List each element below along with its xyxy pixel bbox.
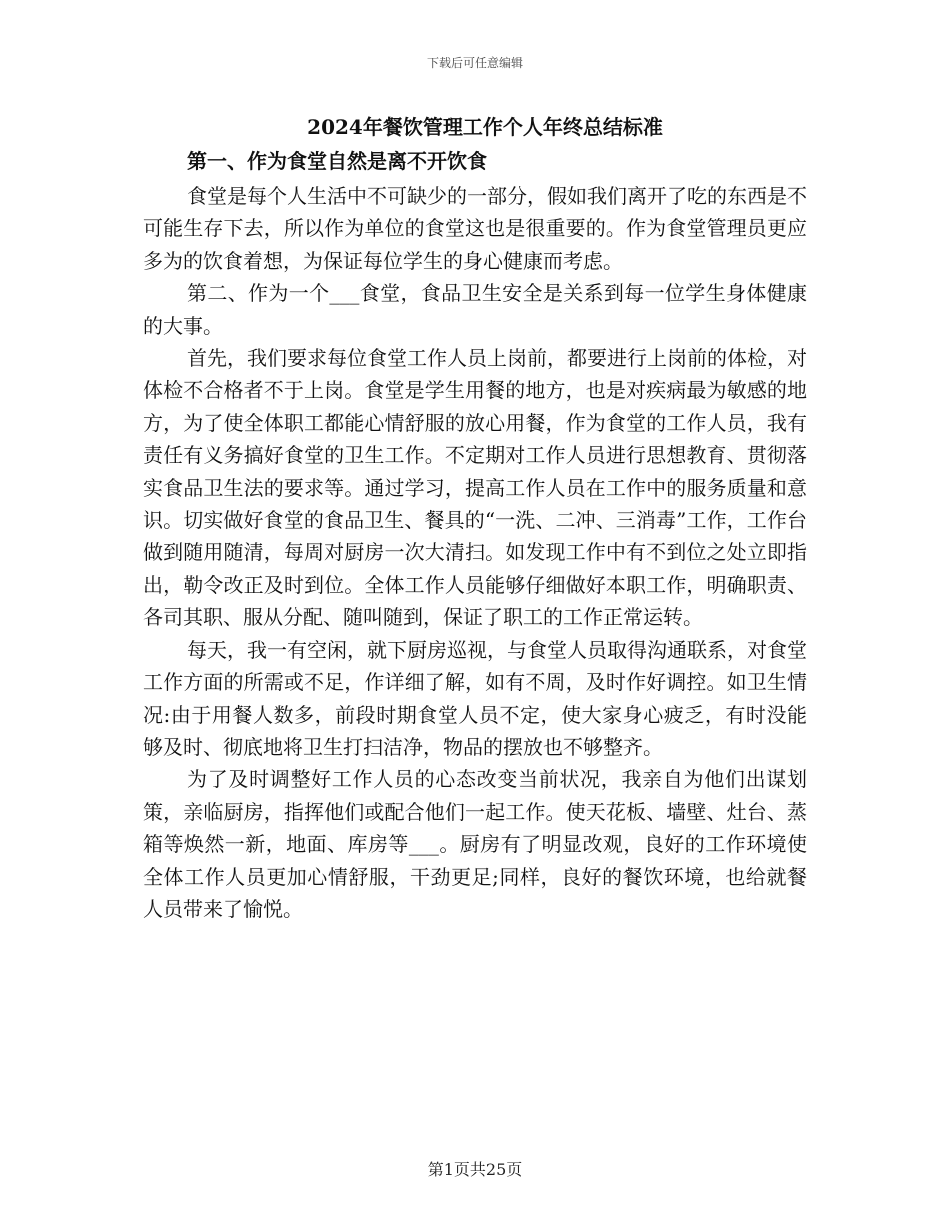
header-note: 下载后可任意编辑: [426, 56, 523, 70]
document-body: [143, 110, 807, 925]
paragraph-4: 每天，我一有空闲，就下厨房巡视，与食堂人员取得沟通联系，对食堂工作方面的所需或不足，作详细了解，如有不周，及时作好调控。如卫生情况:由于用餐人数多，前段时期食堂人员不定，使大家身心疲乏，有时没能够及时、彻底地将卫生打扫洁净，物品的摆放也不够整齐。: [143, 637, 807, 759]
section-heading: 第一、作为食堂自然是离不开饮食: [187, 149, 487, 173]
paragraph-1: 食堂是每个人生活中不可缺少的一部分，假如我们离开了吃的东西是不可能生存下去，所以作为单位的食堂这也是很重要的。作为食堂管理员更应多为的饮食着想，为保证每位学生的身心健康而考虑。: [143, 184, 807, 273]
paragraph-2: 第二、作为一个___食堂，食品卫生安全是关系到每一位学生身体健康的大事。: [143, 281, 807, 338]
paragraph-3: 首先，我们要求每位食堂工作人员上岗前，都要进行上岗前的体检，对体检不合格者不于上岗。食堂是学生用餐的地方，也是对疾病最为敏感的地方，为了使全体职工都能心情舒服的放心用餐，作为食堂的工作人员，我有责任有义务搞好食堂的卫生工作。不定期对工作人员进行思想教育、贯彻落实食品卫生法的要求等。通过学习，提高工作人员在工作中的服务质量和意识。切实做好食堂的食品卫生、餐具的“一洗、二冲、三消毒”工作，工作台做到随用随清，每周对厨房一次大清扫。如发现工作中有不到位之处立即指出，勒令改正及时到位。全体工作人员能够仔细做好本职工作，明确职责、各司其职、服从分配、随叫随到，保证了职工的工作正常运转。: [143, 346, 807, 630]
document-title: 2024年餐饮管理工作个人年终总结标准: [307, 115, 663, 139]
page-indicator: 第1页共25页: [427, 1160, 523, 1179]
paragraph-5: 为了及时调整好工作人员的心态改变当前状况，我亲自为他们出谋划策，亲临厨房，指挥他们或配合他们一起工作。使天花板、墙壁、灶台、蒸箱等焕然一新，地面、库房等___。厨房有了明显改观，良好的工作环境使全体工作人员更加心情舒服，干劲更足;同样，良好的餐饮环境，也给就餐人员带来了愉悦。: [143, 767, 807, 921]
